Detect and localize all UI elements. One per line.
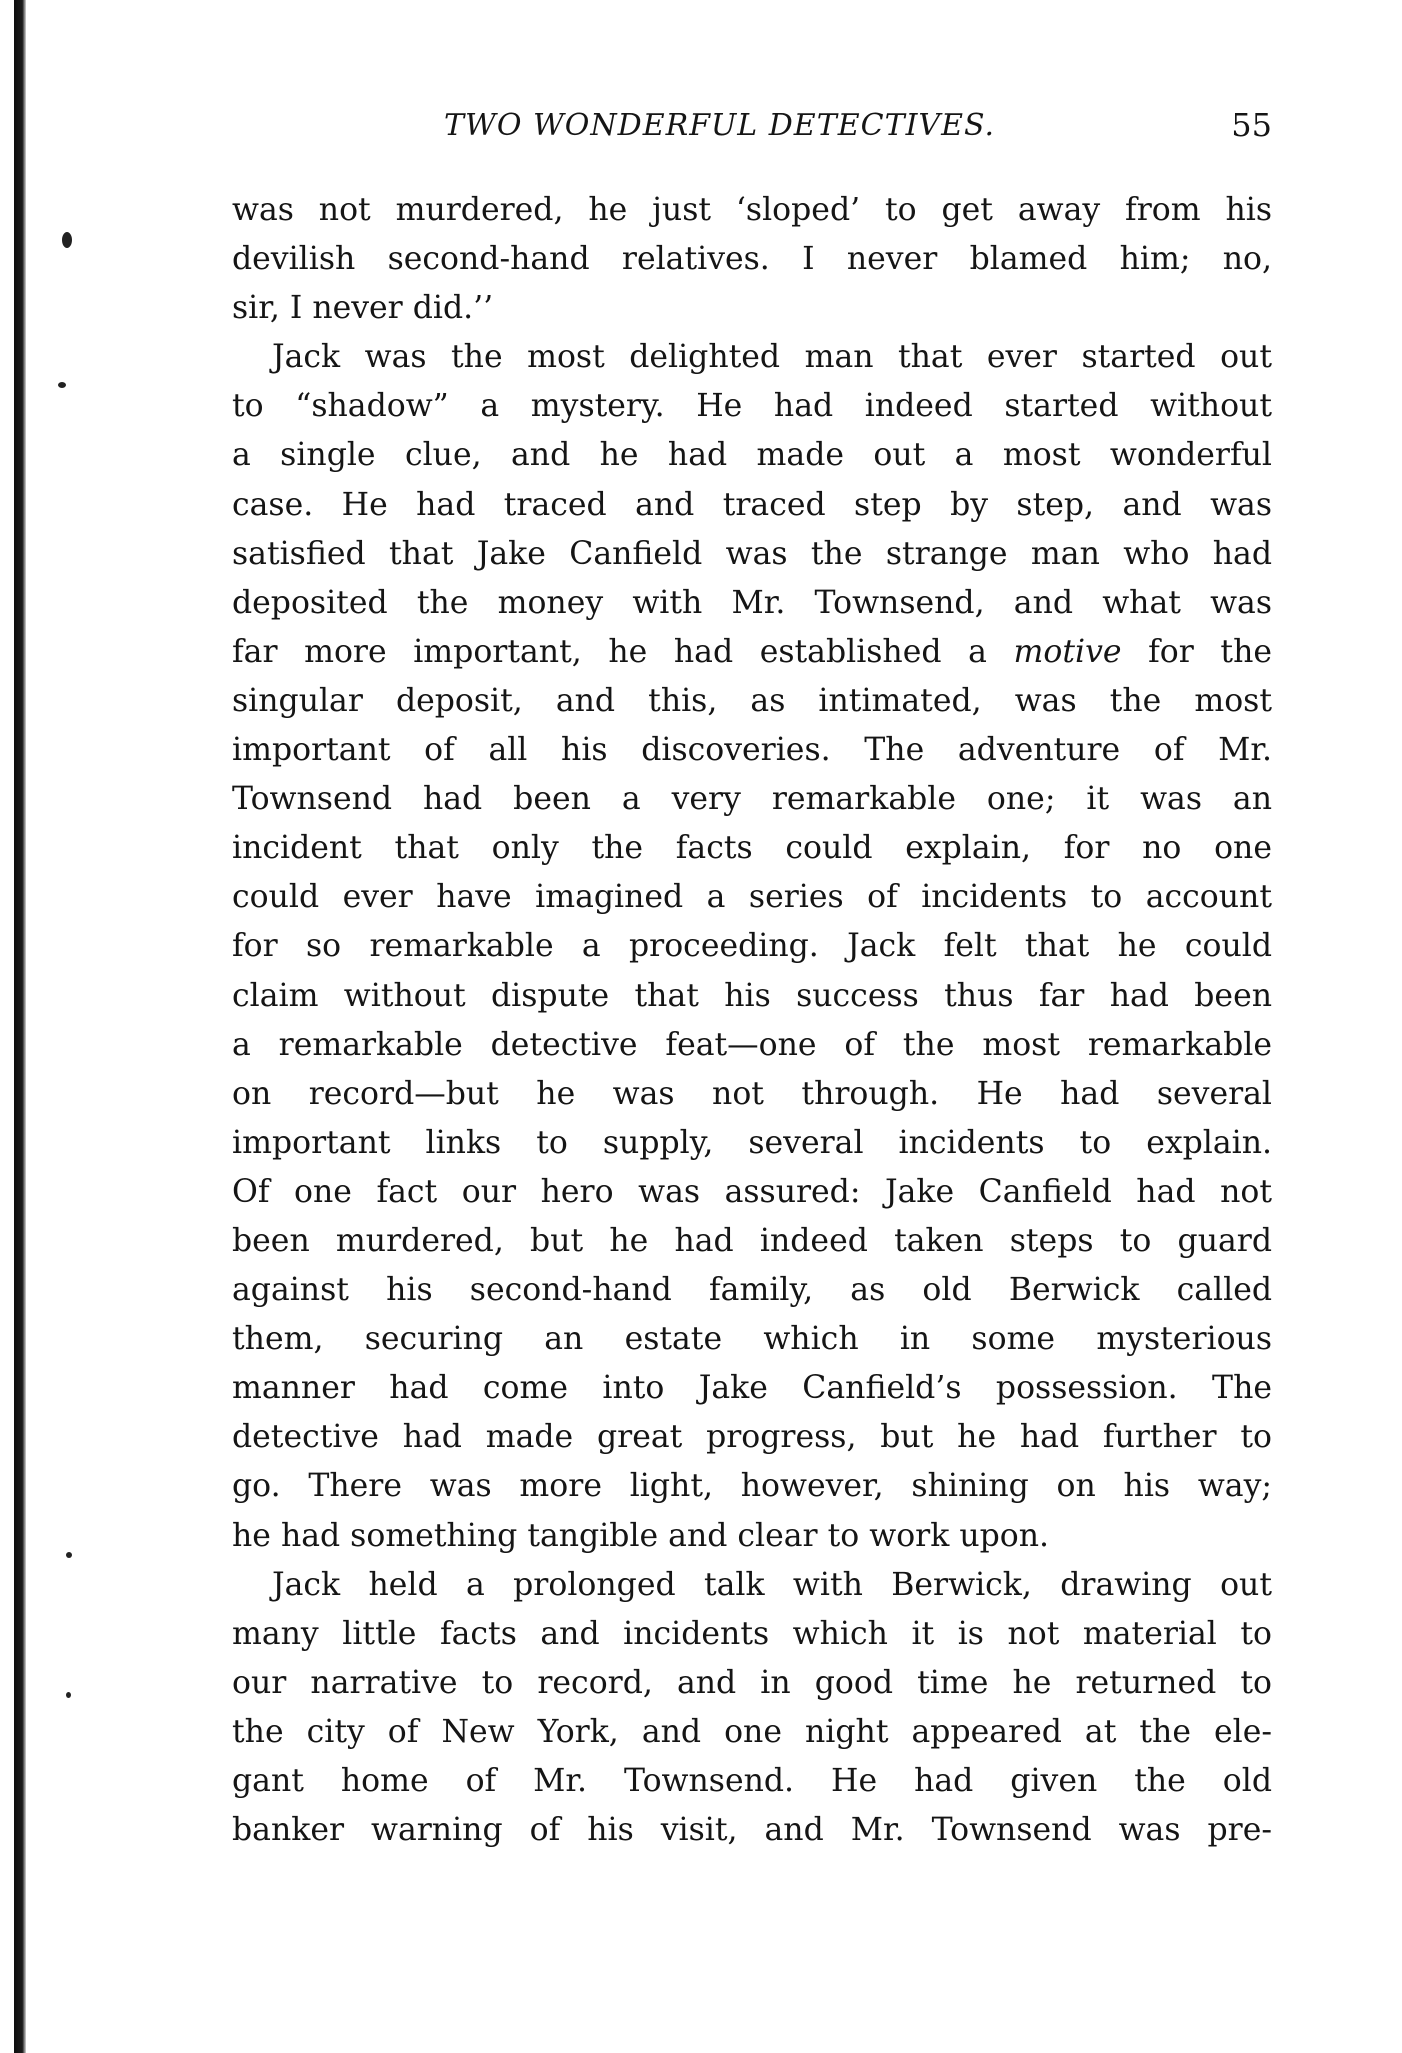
- text-line: them, securing an estate which in some mysterious: [232, 1321, 1272, 1358]
- text-line: for so remarkable a proceeding. Jack felt that he could: [232, 928, 1272, 965]
- paragraph-start-line: Jack was the most delighted man that ever started out: [272, 339, 1272, 376]
- body-text: [232, 186, 1272, 1855]
- text-line: could ever have imagined a series of incidents to account: [232, 879, 1272, 916]
- binding-edge: [14, 0, 26, 2053]
- text-line: singular deposit, and this, as intimated, was the most: [232, 682, 1272, 719]
- text-segment: far more important, he had established a: [232, 633, 987, 670]
- text-line: was not murdered, he just ‘sloped’ to get away from his: [232, 192, 1272, 228]
- text-line: Of one fact our hero was assured: Jake Canfield had not: [232, 1173, 1272, 1210]
- emphasis-motive: motive: [1013, 633, 1122, 670]
- text-line: case. He had traced and traced step by step, and was: [232, 486, 1272, 523]
- text-line: devilish second-hand relatives. I never blamed him; no,: [232, 241, 1272, 278]
- paragraph-start-line: Jack held a prolonged talk with Berwick, drawing out: [272, 1566, 1272, 1603]
- margin-speck: [66, 1552, 72, 1558]
- text-line: banker warning of his visit, and Mr. Townsend was pre-: [232, 1812, 1272, 1849]
- text-line: [232, 628, 1272, 677]
- margin-speck: [62, 232, 72, 248]
- running-title: TWO WONDERFUL DETECTIVES.: [444, 108, 996, 143]
- text-line: been murdered, but he had indeed taken steps to guard: [232, 1222, 1272, 1259]
- margin-speck: [58, 382, 66, 388]
- text-line: gant home of Mr. Townsend. He had given the old: [232, 1763, 1272, 1799]
- text-line: claim without dispute that his success thus far had been: [232, 977, 1272, 1014]
- text-line: on record—but he was not through. He had several: [232, 1075, 1272, 1112]
- text-line: incident that only the facts could explain, for no one: [232, 830, 1272, 867]
- text-line: important of all his discoveries. The adventure of Mr.: [232, 732, 1272, 769]
- text-line: detective had made great progress, but he had further to: [232, 1419, 1272, 1456]
- text-line: sir, I never did.’’: [232, 290, 494, 327]
- text-line: the city of New York, and one night appeared at the ele-: [232, 1713, 1272, 1750]
- text-line: against his second-hand family, as old Berwick called: [232, 1272, 1272, 1309]
- text-line: satisfied that Jake Canfield was the strange man who had: [232, 535, 1272, 572]
- text-line: our narrative to record, and in good time he returned to: [232, 1664, 1272, 1701]
- text-line: many little facts and incidents which it is not material to: [232, 1615, 1272, 1652]
- text-line: Townsend had been a very remarkable one; it was an: [232, 781, 1272, 818]
- text-line: go. There was more light, however, shining on his way;: [232, 1468, 1272, 1505]
- text-line: important links to supply, several incidents to explain.: [232, 1124, 1272, 1161]
- page-number: 55: [1231, 106, 1272, 144]
- text-line: a single clue, and he had made out a most wonderful: [232, 437, 1272, 474]
- text-segment: for the: [1121, 633, 1272, 670]
- page-header: [232, 108, 1272, 158]
- text-line: deposited the money with Mr. Townsend, and what was: [232, 584, 1272, 621]
- text-line: to “shadow” a mystery. He had indeed started without: [232, 388, 1272, 425]
- text-line: manner had come into Jake Canfield’s possession. The: [232, 1370, 1272, 1407]
- text-line: he had something tangible and clear to work upon.: [232, 1517, 1050, 1554]
- text-line: a remarkable detective feat—one of the most remarkable: [232, 1026, 1272, 1063]
- margin-speck: [66, 1692, 71, 1698]
